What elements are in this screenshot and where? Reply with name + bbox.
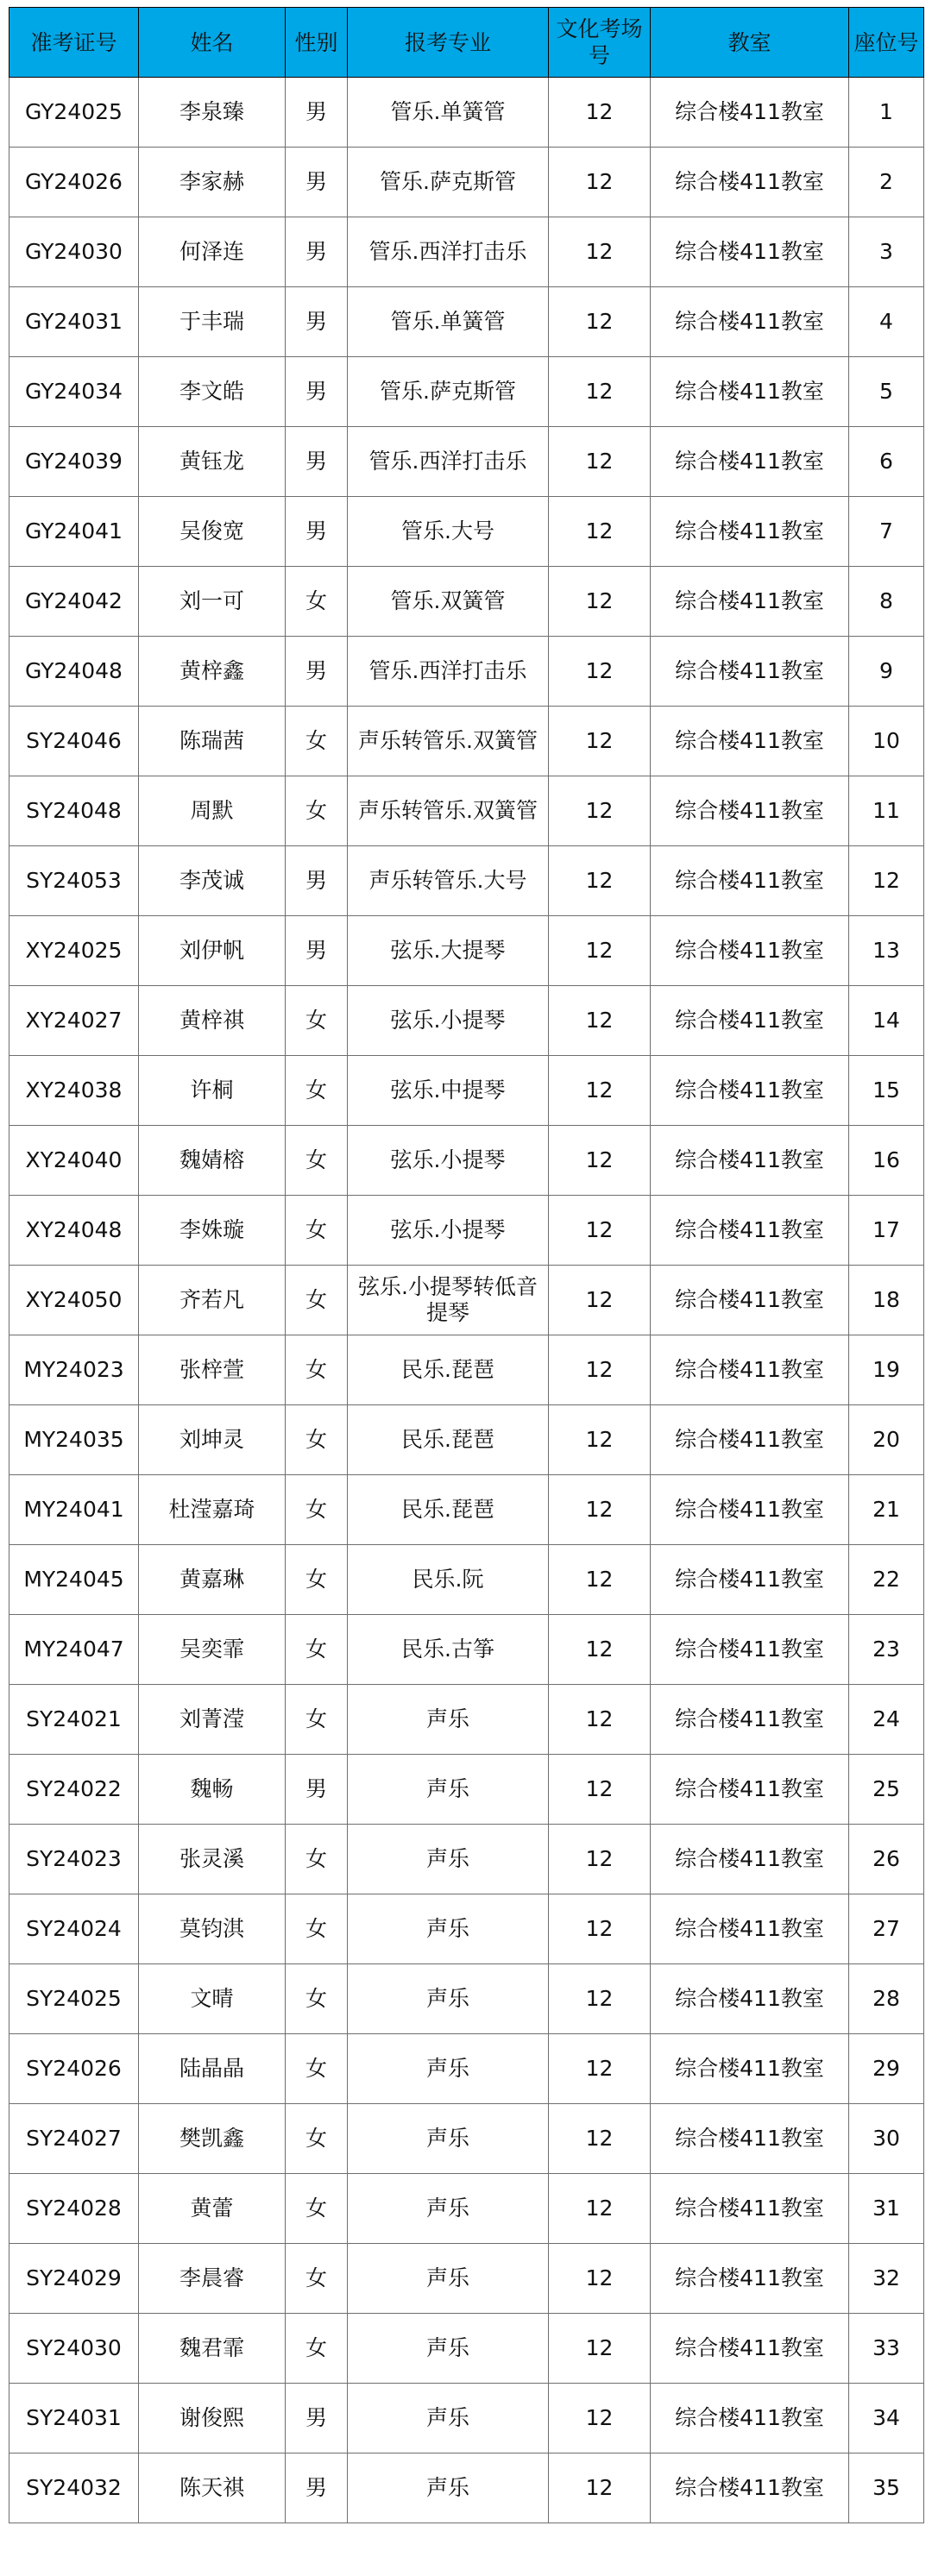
cell-classroom: 综合楼411教室 — [651, 1475, 849, 1545]
cell-seat: 23 — [849, 1615, 924, 1685]
cell-name: 杜滢嘉琦 — [139, 1475, 286, 1545]
table-body — [9, 78, 924, 2523]
cell-room-no: 12 — [549, 427, 651, 497]
cell-room-no: 12 — [549, 1825, 651, 1894]
table-row — [9, 2034, 924, 2104]
cell-room-no: 12 — [549, 1335, 651, 1405]
cell-room-no: 12 — [549, 1964, 651, 2034]
cell-gender: 男 — [286, 2384, 348, 2453]
cell-gender: 男 — [286, 497, 348, 567]
table-row — [9, 1964, 924, 2034]
cell-name: 李家赫 — [139, 148, 286, 217]
cell-room-no: 12 — [549, 148, 651, 217]
cell-name: 李晨睿 — [139, 2244, 286, 2314]
cell-seat: 21 — [849, 1475, 924, 1545]
cell-major: 管乐.大号 — [348, 497, 549, 567]
cell-room-no: 12 — [549, 707, 651, 776]
cell-room-no: 12 — [549, 287, 651, 357]
cell-classroom: 综合楼411教室 — [651, 1964, 849, 2034]
cell-classroom: 综合楼411教室 — [651, 2384, 849, 2453]
cell-classroom: 综合楼411教室 — [651, 78, 849, 148]
table-row — [9, 1405, 924, 1475]
cell-classroom: 综合楼411教室 — [651, 637, 849, 707]
cell-classroom: 综合楼411教室 — [651, 567, 849, 637]
cell-room-no: 12 — [549, 1266, 651, 1335]
cell-room-no: 12 — [549, 776, 651, 846]
table-row — [9, 2244, 924, 2314]
cell-seat: 30 — [849, 2104, 924, 2174]
table-row — [9, 357, 924, 427]
cell-exam-id: XY24025 — [9, 916, 139, 986]
cell-exam-id: GY24042 — [9, 567, 139, 637]
cell-gender: 女 — [286, 1964, 348, 2034]
cell-classroom: 综合楼411教室 — [651, 1266, 849, 1335]
cell-seat: 2 — [849, 148, 924, 217]
cell-exam-id: SY24031 — [9, 2384, 139, 2453]
table-row — [9, 1475, 924, 1545]
cell-major: 管乐.双簧管 — [348, 567, 549, 637]
cell-name: 谢俊熙 — [139, 2384, 286, 2453]
cell-room-no: 12 — [549, 2104, 651, 2174]
cell-gender: 男 — [286, 148, 348, 217]
exam-seating-table — [9, 7, 924, 2523]
cell-room-no: 12 — [549, 1894, 651, 1964]
cell-room-no: 12 — [549, 1475, 651, 1545]
cell-classroom: 综合楼411教室 — [651, 776, 849, 846]
header-gender: 性别 — [286, 8, 348, 78]
cell-room-no: 12 — [549, 497, 651, 567]
cell-room-no: 12 — [549, 567, 651, 637]
cell-exam-id: GY24039 — [9, 427, 139, 497]
cell-major: 声乐 — [348, 2314, 549, 2384]
cell-room-no: 12 — [549, 2034, 651, 2104]
cell-room-no: 12 — [549, 1126, 651, 1196]
cell-classroom: 综合楼411教室 — [651, 846, 849, 916]
table-row — [9, 1755, 924, 1825]
cell-name: 黄梓祺 — [139, 986, 286, 1056]
cell-name: 文晴 — [139, 1964, 286, 2034]
cell-room-no: 12 — [549, 986, 651, 1056]
cell-name: 李茂诚 — [139, 846, 286, 916]
cell-gender: 男 — [286, 1755, 348, 1825]
cell-seat: 1 — [849, 78, 924, 148]
cell-seat: 18 — [849, 1266, 924, 1335]
table-row — [9, 1196, 924, 1266]
cell-gender: 男 — [286, 78, 348, 148]
cell-gender: 女 — [286, 567, 348, 637]
table-row — [9, 846, 924, 916]
cell-name: 陆晶晶 — [139, 2034, 286, 2104]
cell-classroom: 综合楼411教室 — [651, 1196, 849, 1266]
cell-name: 李泉臻 — [139, 78, 286, 148]
cell-seat: 13 — [849, 916, 924, 986]
cell-gender: 女 — [286, 1405, 348, 1475]
cell-exam-id: MY24023 — [9, 1335, 139, 1405]
header-row — [9, 8, 924, 78]
cell-gender: 女 — [286, 1196, 348, 1266]
cell-seat: 19 — [849, 1335, 924, 1405]
cell-name: 周默 — [139, 776, 286, 846]
cell-exam-id: SY24027 — [9, 2104, 139, 2174]
table-row — [9, 2384, 924, 2453]
cell-room-no: 12 — [549, 1056, 651, 1126]
cell-major: 声乐 — [348, 2104, 549, 2174]
cell-seat: 12 — [849, 846, 924, 916]
cell-seat: 17 — [849, 1196, 924, 1266]
cell-major: 管乐.单簧管 — [348, 78, 549, 148]
cell-room-no: 12 — [549, 846, 651, 916]
cell-seat: 28 — [849, 1964, 924, 2034]
cell-major: 声乐 — [348, 1894, 549, 1964]
cell-gender: 女 — [286, 2314, 348, 2384]
cell-seat: 22 — [849, 1545, 924, 1615]
table-row — [9, 148, 924, 217]
table-row — [9, 78, 924, 148]
cell-seat: 9 — [849, 637, 924, 707]
cell-major: 声乐 — [348, 2453, 549, 2523]
cell-gender: 女 — [286, 776, 348, 846]
cell-major: 声乐 — [348, 2174, 549, 2244]
table-row — [9, 1056, 924, 1126]
cell-exam-id: GY24025 — [9, 78, 139, 148]
cell-classroom: 综合楼411教室 — [651, 1405, 849, 1475]
cell-major: 管乐.西洋打击乐 — [348, 217, 549, 287]
cell-exam-id: SY24023 — [9, 1825, 139, 1894]
cell-major: 民乐.古筝 — [348, 1615, 549, 1685]
cell-major: 民乐.琵琶 — [348, 1405, 549, 1475]
cell-classroom: 综合楼411教室 — [651, 287, 849, 357]
cell-exam-id: SY24026 — [9, 2034, 139, 2104]
cell-exam-id: XY24038 — [9, 1056, 139, 1126]
cell-room-no: 12 — [549, 1196, 651, 1266]
table-row — [9, 217, 924, 287]
cell-exam-id: SY24021 — [9, 1685, 139, 1755]
cell-seat: 34 — [849, 2384, 924, 2453]
cell-major: 弦乐.小提琴转低音提琴 — [348, 1266, 549, 1335]
cell-room-no: 12 — [549, 2314, 651, 2384]
cell-name: 许桐 — [139, 1056, 286, 1126]
cell-name: 陈天祺 — [139, 2453, 286, 2523]
cell-room-no: 12 — [549, 357, 651, 427]
cell-seat: 14 — [849, 986, 924, 1056]
cell-seat: 27 — [849, 1894, 924, 1964]
cell-classroom: 综合楼411教室 — [651, 427, 849, 497]
cell-major: 声乐 — [348, 1825, 549, 1894]
cell-gender: 男 — [286, 2453, 348, 2523]
cell-exam-id: SY24048 — [9, 776, 139, 846]
cell-gender: 女 — [286, 2174, 348, 2244]
cell-seat: 7 — [849, 497, 924, 567]
cell-gender: 女 — [286, 1825, 348, 1894]
cell-room-no: 12 — [549, 2453, 651, 2523]
cell-major: 管乐.萨克斯管 — [348, 148, 549, 217]
table-row — [9, 287, 924, 357]
cell-classroom: 综合楼411教室 — [651, 2034, 849, 2104]
cell-major: 民乐.琵琶 — [348, 1475, 549, 1545]
cell-exam-id: MY24035 — [9, 1405, 139, 1475]
table-row — [9, 2453, 924, 2523]
cell-major: 声乐 — [348, 1685, 549, 1755]
cell-gender: 女 — [286, 1615, 348, 1685]
cell-gender: 女 — [286, 2244, 348, 2314]
cell-classroom: 综合楼411教室 — [651, 217, 849, 287]
cell-seat: 31 — [849, 2174, 924, 2244]
cell-seat: 35 — [849, 2453, 924, 2523]
cell-classroom: 综合楼411教室 — [651, 148, 849, 217]
cell-exam-id: MY24045 — [9, 1545, 139, 1615]
cell-major: 民乐.琵琶 — [348, 1335, 549, 1405]
cell-gender: 女 — [286, 2034, 348, 2104]
cell-seat: 24 — [849, 1685, 924, 1755]
cell-seat: 15 — [849, 1056, 924, 1126]
cell-classroom: 综合楼411教室 — [651, 916, 849, 986]
table-row — [9, 637, 924, 707]
cell-name: 吴奕霏 — [139, 1615, 286, 1685]
header-major: 报考专业 — [348, 8, 549, 78]
cell-room-no: 12 — [549, 1685, 651, 1755]
header-name: 姓名 — [139, 8, 286, 78]
cell-exam-id: GY24030 — [9, 217, 139, 287]
cell-classroom: 综合楼411教室 — [651, 2314, 849, 2384]
cell-classroom: 综合楼411教室 — [651, 2174, 849, 2244]
header-classroom: 教室 — [651, 8, 849, 78]
cell-exam-id: SY24029 — [9, 2244, 139, 2314]
cell-name: 李姝璇 — [139, 1196, 286, 1266]
table-header — [9, 8, 924, 78]
cell-exam-id: MY24047 — [9, 1615, 139, 1685]
cell-classroom: 综合楼411教室 — [651, 1335, 849, 1405]
cell-classroom: 综合楼411教室 — [651, 2244, 849, 2314]
cell-seat: 29 — [849, 2034, 924, 2104]
cell-classroom: 综合楼411教室 — [651, 2104, 849, 2174]
table-row — [9, 427, 924, 497]
cell-major: 声乐 — [348, 2384, 549, 2453]
cell-major: 声乐转管乐.双簧管 — [348, 707, 549, 776]
table-row — [9, 1335, 924, 1405]
cell-name: 黄蕾 — [139, 2174, 286, 2244]
cell-room-no: 12 — [549, 916, 651, 986]
cell-exam-id: XY24040 — [9, 1126, 139, 1196]
cell-exam-id: XY24027 — [9, 986, 139, 1056]
header-room-no: 文化考场号 — [549, 8, 651, 78]
cell-gender: 女 — [286, 1475, 348, 1545]
cell-major: 管乐.单簧管 — [348, 287, 549, 357]
cell-room-no: 12 — [549, 1615, 651, 1685]
cell-name: 魏婧榕 — [139, 1126, 286, 1196]
cell-major: 弦乐.小提琴 — [348, 1126, 549, 1196]
cell-name: 魏畅 — [139, 1755, 286, 1825]
cell-name: 陈瑞茜 — [139, 707, 286, 776]
cell-name: 魏君霏 — [139, 2314, 286, 2384]
header-exam-id: 准考证号 — [9, 8, 139, 78]
cell-room-no: 12 — [549, 78, 651, 148]
cell-classroom: 综合楼411教室 — [651, 707, 849, 776]
cell-major: 声乐 — [348, 1755, 549, 1825]
cell-name: 于丰瑞 — [139, 287, 286, 357]
table-row — [9, 1685, 924, 1755]
cell-exam-id: MY24041 — [9, 1475, 139, 1545]
cell-name: 齐若凡 — [139, 1266, 286, 1335]
cell-exam-id: XY24048 — [9, 1196, 139, 1266]
cell-gender: 女 — [286, 986, 348, 1056]
table-row — [9, 707, 924, 776]
cell-exam-id: SY24024 — [9, 1894, 139, 1964]
cell-classroom: 综合楼411教室 — [651, 497, 849, 567]
cell-seat: 8 — [849, 567, 924, 637]
cell-exam-id: SY24022 — [9, 1755, 139, 1825]
cell-seat: 25 — [849, 1755, 924, 1825]
cell-seat: 6 — [849, 427, 924, 497]
table-row — [9, 497, 924, 567]
cell-classroom: 综合楼411教室 — [651, 1056, 849, 1126]
cell-name: 刘菁滢 — [139, 1685, 286, 1755]
cell-major: 声乐转管乐.双簧管 — [348, 776, 549, 846]
table-row — [9, 2174, 924, 2244]
cell-classroom: 综合楼411教室 — [651, 986, 849, 1056]
cell-name: 莫钧淇 — [139, 1894, 286, 1964]
cell-gender: 女 — [286, 1266, 348, 1335]
cell-exam-id: GY24031 — [9, 287, 139, 357]
cell-major: 民乐.阮 — [348, 1545, 549, 1615]
cell-gender: 女 — [286, 1056, 348, 1126]
cell-classroom: 综合楼411教室 — [651, 1685, 849, 1755]
cell-gender: 男 — [286, 846, 348, 916]
cell-exam-id: SY24028 — [9, 2174, 139, 2244]
cell-gender: 女 — [286, 1685, 348, 1755]
cell-major: 弦乐.小提琴 — [348, 1196, 549, 1266]
table-row — [9, 1545, 924, 1615]
cell-name: 李文皓 — [139, 357, 286, 427]
cell-name: 黄嘉琳 — [139, 1545, 286, 1615]
cell-gender: 女 — [286, 1335, 348, 1405]
cell-classroom: 综合楼411教室 — [651, 1894, 849, 1964]
cell-seat: 32 — [849, 2244, 924, 2314]
cell-gender: 女 — [286, 707, 348, 776]
cell-name: 刘伊帆 — [139, 916, 286, 986]
cell-classroom: 综合楼411教室 — [651, 1545, 849, 1615]
cell-seat: 11 — [849, 776, 924, 846]
cell-exam-id: GY24034 — [9, 357, 139, 427]
cell-name: 何泽连 — [139, 217, 286, 287]
cell-classroom: 综合楼411教室 — [651, 1825, 849, 1894]
table-row — [9, 916, 924, 986]
cell-name: 黄钰龙 — [139, 427, 286, 497]
cell-major: 声乐 — [348, 2244, 549, 2314]
table-row — [9, 1615, 924, 1685]
table-row — [9, 2314, 924, 2384]
header-seat: 座位号 — [849, 8, 924, 78]
cell-name: 樊凯鑫 — [139, 2104, 286, 2174]
cell-major: 弦乐.小提琴 — [348, 986, 549, 1056]
cell-exam-id: SY24032 — [9, 2453, 139, 2523]
cell-room-no: 12 — [549, 1755, 651, 1825]
cell-classroom: 综合楼411教室 — [651, 357, 849, 427]
cell-major: 弦乐.大提琴 — [348, 916, 549, 986]
cell-seat: 20 — [849, 1405, 924, 1475]
cell-gender: 男 — [286, 427, 348, 497]
cell-room-no: 12 — [549, 2174, 651, 2244]
table-row — [9, 776, 924, 846]
cell-classroom: 综合楼411教室 — [651, 1615, 849, 1685]
cell-seat: 16 — [849, 1126, 924, 1196]
cell-classroom: 综合楼411教室 — [651, 1755, 849, 1825]
table-row — [9, 2104, 924, 2174]
cell-seat: 4 — [849, 287, 924, 357]
table-row — [9, 1894, 924, 1964]
table-row — [9, 986, 924, 1056]
cell-room-no: 12 — [549, 1405, 651, 1475]
cell-exam-id: GY24048 — [9, 637, 139, 707]
cell-major: 弦乐.中提琴 — [348, 1056, 549, 1126]
cell-gender: 女 — [286, 1894, 348, 1964]
cell-seat: 3 — [849, 217, 924, 287]
cell-gender: 男 — [286, 916, 348, 986]
cell-name: 刘一可 — [139, 567, 286, 637]
table-row — [9, 1825, 924, 1894]
cell-seat: 10 — [849, 707, 924, 776]
cell-name: 张梓萱 — [139, 1335, 286, 1405]
cell-gender: 男 — [286, 637, 348, 707]
cell-classroom: 综合楼411教室 — [651, 2453, 849, 2523]
cell-major: 管乐.西洋打击乐 — [348, 637, 549, 707]
cell-name: 黄梓鑫 — [139, 637, 286, 707]
cell-gender: 女 — [286, 1545, 348, 1615]
cell-exam-id: SY24046 — [9, 707, 139, 776]
table-row — [9, 567, 924, 637]
cell-gender: 男 — [286, 357, 348, 427]
cell-room-no: 12 — [549, 1545, 651, 1615]
cell-exam-id: GY24041 — [9, 497, 139, 567]
cell-classroom: 综合楼411教室 — [651, 1126, 849, 1196]
table-row — [9, 1126, 924, 1196]
cell-room-no: 12 — [549, 2384, 651, 2453]
cell-seat: 26 — [849, 1825, 924, 1894]
cell-exam-id: GY24026 — [9, 148, 139, 217]
cell-major: 管乐.萨克斯管 — [348, 357, 549, 427]
cell-exam-id: SY24030 — [9, 2314, 139, 2384]
cell-exam-id: SY24025 — [9, 1964, 139, 2034]
cell-room-no: 12 — [549, 637, 651, 707]
cell-room-no: 12 — [549, 217, 651, 287]
cell-major: 声乐转管乐.大号 — [348, 846, 549, 916]
cell-gender: 女 — [286, 2104, 348, 2174]
cell-name: 吴俊宽 — [139, 497, 286, 567]
cell-gender: 男 — [286, 217, 348, 287]
cell-name: 刘坤灵 — [139, 1405, 286, 1475]
cell-name: 张灵溪 — [139, 1825, 286, 1894]
cell-seat: 33 — [849, 2314, 924, 2384]
cell-gender: 女 — [286, 1126, 348, 1196]
cell-major: 管乐.西洋打击乐 — [348, 427, 549, 497]
cell-exam-id: XY24050 — [9, 1266, 139, 1335]
cell-gender: 男 — [286, 287, 348, 357]
cell-major: 声乐 — [348, 2034, 549, 2104]
cell-exam-id: SY24053 — [9, 846, 139, 916]
cell-room-no: 12 — [549, 2244, 651, 2314]
cell-major: 声乐 — [348, 1964, 549, 2034]
table-row — [9, 1266, 924, 1335]
cell-seat: 5 — [849, 357, 924, 427]
